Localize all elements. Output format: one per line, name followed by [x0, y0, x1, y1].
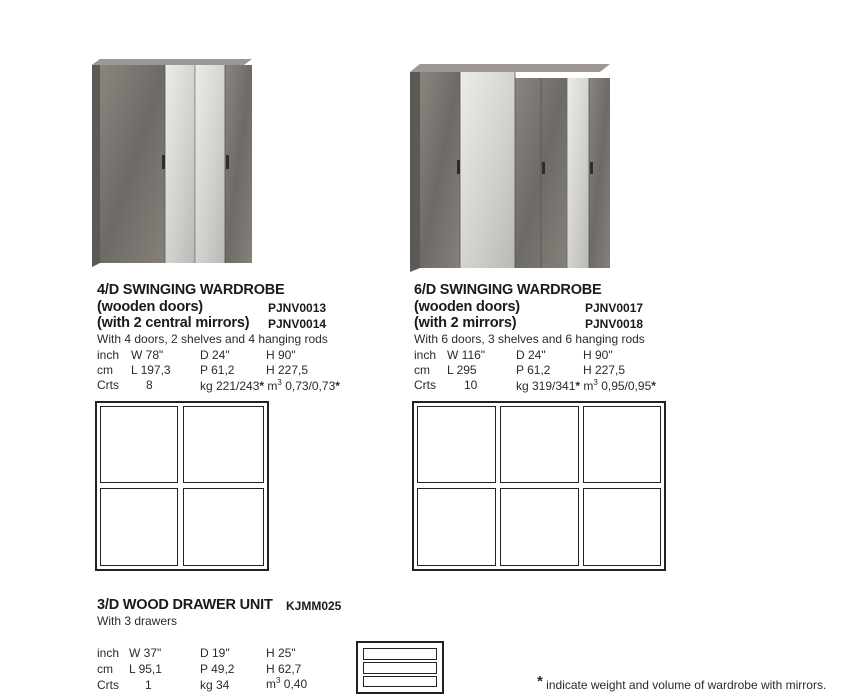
product-1-variant-wooden: (wooden doors): [97, 299, 203, 315]
door-panel: [583, 488, 661, 566]
dim-value: P 49,2: [200, 662, 235, 676]
drawer-unit-front-drawing: [356, 641, 444, 694]
product-1-title: 4/D SWINGING WARDROBE: [97, 282, 285, 298]
weight-value: kg 221/243* $m^3$ 0,73/0,73*: [200, 378, 340, 393]
dim-label: Crts: [97, 378, 119, 392]
product-2-code-wooden: PJNV0017: [585, 301, 644, 315]
dim-value: P 61,2: [200, 363, 235, 377]
product-3-code: KJMM025: [286, 599, 342, 613]
crts-value: 10: [464, 378, 478, 392]
dim-value: H 90": [266, 348, 296, 362]
dim-value: L 197,3: [131, 363, 171, 377]
product-1-code-mirrors: PJNV0014: [268, 317, 327, 331]
door-panel: [183, 488, 264, 566]
crts-value: 1: [145, 678, 152, 692]
weight-value: kg 319/341* $m^3$ 0,95/0,95*: [516, 378, 656, 393]
footnote: [537, 673, 827, 693]
footnote-text: indicate weight and volume of wardrobe with mirrors.: [542, 678, 827, 692]
crts-value: 8: [146, 378, 153, 392]
product-1-code-wooden: PJNV0013: [268, 301, 327, 315]
dim-label: inch: [97, 348, 120, 362]
product-2-variant-wooden: (wooden doors): [414, 299, 520, 315]
dim-value: D 24": [516, 348, 546, 362]
dim-label: cm: [97, 363, 113, 377]
dim-value: H 62,7: [266, 662, 302, 676]
dim-value: H 227,5: [583, 363, 626, 377]
door-panel: [500, 406, 579, 483]
product-3-title: 3/D WOOD DRAWER UNIT: [97, 597, 273, 613]
dim-value: D 19": [200, 646, 230, 660]
dim-value: L 95,1: [129, 662, 162, 676]
dim-value: W 116": [447, 348, 486, 362]
dim-label: Crts: [97, 678, 119, 692]
door-panel: [183, 406, 264, 483]
product-2-variant-mirrors: (with 2 mirrors): [414, 315, 517, 331]
door-panel: [100, 488, 178, 566]
product-2-title: 6/D SWINGING WARDROBE: [414, 282, 602, 298]
door-panel: [100, 406, 178, 483]
product-2-description: With 6 doors, 3 shelves and 6 hanging rods: [414, 332, 645, 346]
dim-value: H 227,5: [266, 363, 309, 377]
door-panel: [583, 406, 661, 483]
6-door-wardrobe-photo: [410, 60, 610, 275]
dim-label: cm: [97, 662, 113, 676]
drawer-panel: [363, 662, 437, 674]
dim-label: cm: [414, 363, 430, 377]
footnote-star: *: [537, 673, 543, 690]
product-3-description: With 3 drawers: [97, 614, 178, 628]
dim-value: H 25": [266, 646, 296, 660]
door-panel: [500, 488, 579, 566]
dim-value: P 61,2: [516, 363, 551, 377]
product-1-description: With 4 doors, 2 shelves and 4 hanging rods: [97, 332, 328, 346]
door-panel: [417, 406, 496, 483]
6-door-front-drawing: [412, 401, 666, 571]
dim-label: inch: [414, 348, 437, 362]
dim-value: W 37": [129, 646, 162, 660]
dim-label: inch: [97, 646, 120, 660]
dim-value: D 24": [200, 348, 230, 362]
product-2-code-mirrors: PJNV0018: [585, 317, 644, 331]
4-door-front-drawing: [95, 401, 269, 571]
dim-value: L 295: [447, 363, 477, 377]
drawer-panel: [363, 648, 437, 660]
weight-value: kg 34: [200, 678, 230, 692]
drawer-panel: [363, 676, 437, 687]
product-1-variant-mirrors: (with 2 central mirrors): [97, 315, 250, 331]
dim-value: W 78": [131, 348, 164, 362]
dim-value: H 90": [583, 348, 613, 362]
door-panel: [417, 488, 496, 566]
dim-label: Crts: [414, 378, 436, 392]
volume-value: $m^3$ 0,40: [266, 676, 308, 691]
4-door-wardrobe-photo: [92, 55, 252, 270]
